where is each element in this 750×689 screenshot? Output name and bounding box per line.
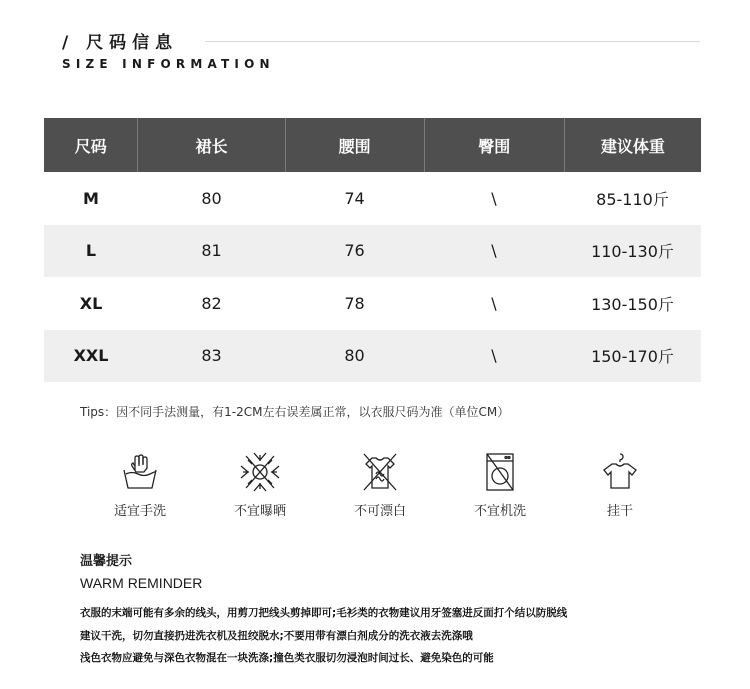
care-label: 不可漂白 (353, 504, 406, 519)
table-cell: 80 (201, 188, 222, 208)
section-title: / 尺码信息 (62, 33, 179, 53)
table-row (44, 172, 701, 225)
table-cell: XL (79, 293, 103, 313)
hand-wash-icon (118, 450, 162, 494)
care-label: 不宜曝晒 (233, 504, 286, 519)
table-cell: 78 (344, 293, 365, 313)
section-subtitle: SIZE INFORMATION (62, 57, 275, 71)
table-cell: \ (491, 241, 497, 261)
table-cell: \ (491, 346, 497, 366)
care-item-bleach (335, 450, 425, 519)
table-cell: 130-150斤 (591, 294, 674, 314)
reminder-title: 温馨提示 (80, 554, 133, 569)
care-label: 挂干 (606, 504, 633, 519)
table-row (44, 277, 701, 330)
header-cell: 尺码 (44, 118, 138, 172)
header-cell: 建议体重 (600, 136, 665, 156)
reminder-line: 衣服的末端可能有多余的线头，用剪刀把线头剪掉即可;毛衫类的衣物建议用牙签塞进反面打个结以防脱线 (80, 607, 568, 619)
care-item-hang-dry (575, 450, 665, 519)
table-row (44, 330, 701, 383)
care-item-no-machine-wash (455, 450, 545, 519)
reminder-line: 浅色衣物应避免与深色衣物混在一块洗涤;撞色类衣服切勿浸泡时间过长、避免染色的可能 (80, 652, 494, 664)
reminder-subtitle: WARM REMINDER (80, 575, 203, 591)
table-cell: 81 (201, 241, 222, 261)
header-cell: 腰围 (286, 118, 425, 172)
care-label: 适宜手洗 (113, 504, 166, 519)
table-cell: \ (491, 188, 497, 208)
hang-dry-icon (598, 450, 642, 494)
measurement-tips: Tips：因不同手法测量，有1-2CM左右误差属正常，以衣服尺码为准（单位CM） (80, 405, 510, 419)
table-cell: M (83, 188, 99, 208)
header-cell: 裙长 (138, 118, 285, 172)
title-divider (205, 41, 700, 42)
bleach-icon (358, 450, 402, 494)
header-cell: 臀围 (425, 118, 565, 172)
care-label: 不宜机洗 (473, 504, 526, 519)
no-machine-wash-icon (478, 450, 522, 494)
care-icons (95, 450, 665, 519)
table-cell: L (85, 241, 97, 261)
table-header (44, 118, 701, 172)
table-cell: XXL (73, 346, 109, 366)
care-item-no-sun (215, 450, 305, 519)
table-cell: 76 (344, 241, 365, 261)
table-cell: 80 (344, 346, 365, 366)
table-cell: \ (491, 293, 497, 313)
no-sun-icon (238, 450, 282, 494)
care-item-hand-wash (95, 450, 185, 519)
table-cell: 110-130斤 (591, 242, 674, 262)
table-cell: 150-170斤 (591, 347, 674, 367)
table-cell: 74 (344, 188, 365, 208)
reminder-notes (80, 602, 567, 670)
table-cell: 85-110斤 (596, 189, 669, 209)
table-row (44, 225, 701, 278)
table-cell: 82 (201, 293, 222, 313)
size-table (44, 118, 701, 382)
table-cell: 83 (201, 346, 222, 366)
reminder-line: 建议干洗，切勿直接扔进洗衣机及扭绞脱水;不要用带有漂白剂成分的洗衣液去洗涤哦 (80, 629, 473, 642)
